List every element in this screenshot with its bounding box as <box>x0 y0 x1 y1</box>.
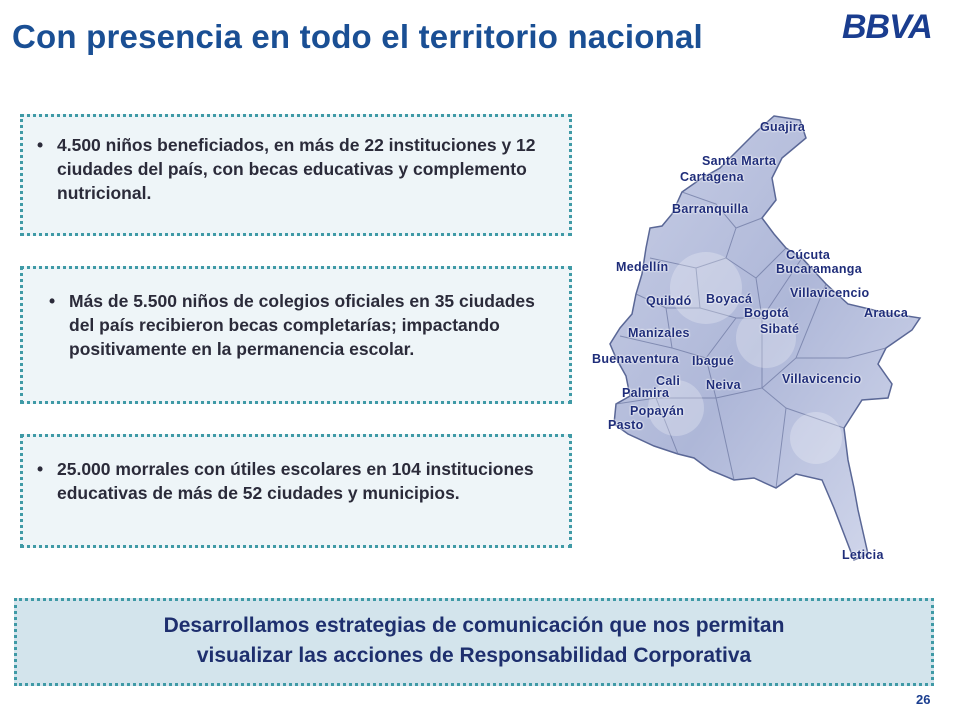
colombia-map-shape <box>586 108 936 578</box>
city-label: Buenaventura <box>592 352 679 366</box>
city-label: Bucaramanga <box>776 262 862 276</box>
bullet-box-2 <box>20 266 572 404</box>
bullet-box-3 <box>20 434 572 548</box>
city-label: Leticia <box>842 548 884 562</box>
city-label: Villavicencio <box>790 286 870 300</box>
city-label: Cali <box>656 374 681 388</box>
bbva-logo: BBVA <box>842 8 932 46</box>
city-label: Medellín <box>616 260 669 274</box>
colombia-map <box>586 108 936 578</box>
city-label: Ibagué <box>692 354 735 368</box>
bullet-box-1 <box>20 114 572 236</box>
bullet-text-2: • Más de 5.500 niños de colegios oficiales en 35 ciudades del país recibieron becas completarías; impactando positivamente en la permanencia escolar. <box>43 289 555 361</box>
city-label: Pasto <box>608 418 644 432</box>
slide-title: Con presencia en todo el territorio nacional <box>12 18 703 55</box>
city-label: Manizales <box>628 326 690 340</box>
city-label: Neiva <box>706 378 741 392</box>
summary-banner <box>14 598 934 686</box>
city-label: Barranquilla <box>672 202 749 216</box>
city-label: Bogotá <box>744 306 789 320</box>
page-number: 26 <box>916 692 931 707</box>
city-label: Quibdó <box>646 294 692 308</box>
city-label: Sibaté <box>760 322 800 336</box>
city-label: Guajira <box>760 120 806 134</box>
bullet-text-3: • 25.000 morrales con útiles escolares en 104 instituciones educativas de más de 52 ciudades y municipios. <box>31 457 555 505</box>
summary-line-2: visualizar las acciones de Responsabilidad Corporativa <box>196 644 752 667</box>
summary-line-1: Desarrollamos estrategias de comunicación que nos permitan <box>163 614 785 637</box>
city-label: Popayán <box>630 404 685 418</box>
city-label: Villavicencio <box>782 372 862 386</box>
city-label: Santa Marta <box>702 154 777 168</box>
city-label: Arauca <box>864 306 909 320</box>
city-label: Palmira <box>622 386 670 400</box>
city-label: Cartagena <box>680 170 744 184</box>
city-label: Boyacá <box>706 292 753 306</box>
city-label: Cúcuta <box>786 248 831 262</box>
bullet-text-1: • 4.500 niños beneficiados, en más de 22 instituciones y 12 ciudades del país, con becas educativas y complemento nutricional. <box>31 133 555 205</box>
